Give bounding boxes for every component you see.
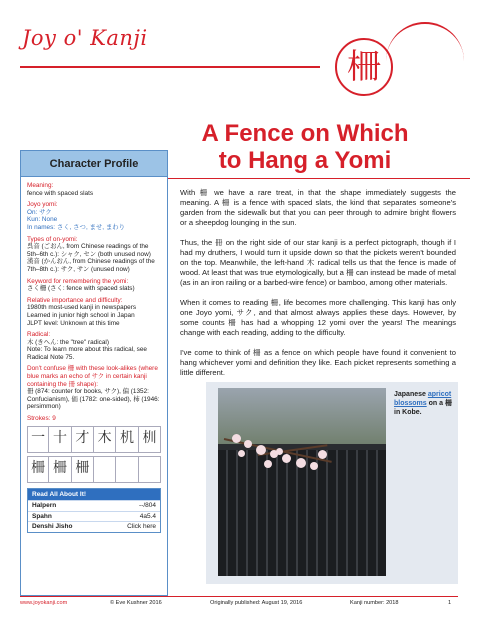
paragraph-2: Thus, the 冊 on the right side of our star kanji is a perfect pictograph, though if I had my druthers, I would turn it upside down so that the pickets weren't bounded on the top. Meanwhile, the left-hand 木 radical tells us that the fence is made of wood. At least that was true etymologically, but a 柵 can instead be made of metal (as in an iron railing or a barbed-wire fence) or bamboo, among other materials. <box>180 238 456 287</box>
reference-value: --/804 <box>139 502 156 510</box>
confuse-text: 冊 (874: counter for books, サク), 偏 (1352: Confucianism), 価 (1782: one-sided), 柿 (1946: persimmon) <box>27 388 160 411</box>
blossom <box>238 450 245 457</box>
joyo-heading: Joyo yomi: <box>27 201 58 209</box>
page-title <box>190 120 420 174</box>
reference-label: Spahn <box>32 512 52 520</box>
stroke-cell: 一 <box>27 426 49 453</box>
blossom <box>264 460 272 468</box>
title-line-1: A Fence on Which <box>201 120 409 147</box>
stroke-cell <box>94 456 116 483</box>
apricot-blossoms-link[interactable]: apricot blossoms <box>394 391 452 407</box>
reference-row <box>28 511 160 522</box>
importance-line-1: 1980th most-used kanji in newspapers <box>27 304 137 312</box>
title-rule <box>150 178 470 179</box>
radical-heading: Radical: <box>27 331 51 339</box>
radical-section <box>27 331 161 361</box>
title-line-2: to Hang a Yomi <box>218 147 392 174</box>
importance-heading: Relative importance and difficulty: <box>27 296 123 304</box>
brand-logo: Joy o' Kanji <box>22 26 148 50</box>
caption-post: on a 柵 in Kobe. <box>394 400 452 416</box>
fence-photo <box>218 388 386 576</box>
stroke-cell: 柵 <box>27 456 49 483</box>
footer-kanji-number: Kanji number: 2018 <box>350 600 399 606</box>
read-all-about-it-box <box>27 488 161 533</box>
meaning-heading: Meaning: <box>27 182 54 189</box>
stroke-cell <box>139 456 161 483</box>
stroke-cell: 杊 <box>139 426 161 453</box>
denshi-jisho-link[interactable]: Click here <box>127 523 156 531</box>
footer <box>20 598 458 610</box>
meaning-text: fence with spaced slats <box>27 189 94 197</box>
blossom <box>276 448 283 455</box>
stroke-cell: 十 <box>49 426 71 453</box>
sidebar-body <box>21 177 167 538</box>
paragraph-1: With 柵 we have a rare treat, in that the shape immediately suggests the meaning. A 柵 is a fence with spaced slats, the kind that separates someone's garden from the sidewalk but that you can peer through to admire bright flowers or a sheepdog lounging in the sun. <box>180 188 456 227</box>
keyword-heading: Keyword for remembering the yomi: <box>27 277 129 285</box>
strokes-heading: Strokes: 9 <box>27 415 56 423</box>
stroke-cell: 柵 <box>72 456 94 483</box>
go-on-text: 呉音 (ごおん, from Chinese readings of the 5th–6th c.): シャク, セン (both unused now) <box>27 243 151 258</box>
article-body <box>180 188 456 388</box>
confuse-heading: Don't confuse 柵 with these look-alikes (where blue marks an echo of サク in certain kanji containing the 冊 shape): <box>27 365 158 388</box>
kanji-badge <box>335 38 393 96</box>
meaning-section <box>27 182 161 197</box>
blossom <box>310 462 318 470</box>
names-yomi: In names: さく, さつ, ませ, まわり <box>27 223 126 231</box>
kun-yomi: Kun: None <box>27 216 58 224</box>
stroke-order-row-2 <box>27 456 161 483</box>
character-profile-sidebar <box>20 150 168 596</box>
blossom <box>282 454 291 463</box>
kan-on-text: 漢音 (かんおん, from Chinese readings of the 7th–8th c.): サク, サン (unused now) <box>27 258 155 273</box>
blossom <box>244 440 252 448</box>
footer-url[interactable]: www.joyokanji.com <box>20 600 68 606</box>
paragraph-3: When it comes to reading 柵, life becomes more challenging. This kanji has only one Joyo yomi, サク, and that almost always applies these days. However, by some counts 柵 has had a whopping 12 yomi over the years! The meanings change with each reading, adding to the difficulty. <box>180 298 456 337</box>
stroke-order-row-1 <box>27 426 161 453</box>
on-yomi: On: サク <box>27 208 52 216</box>
footer-published: Originally published: August 19, 2016 <box>210 600 303 606</box>
footer-copyright: © Eve Kushner 2016 <box>110 600 162 606</box>
header-rule <box>20 66 320 68</box>
types-heading: Types of on-yomi: <box>27 235 78 243</box>
stroke-cell: 柵 <box>49 456 71 483</box>
photo-caption <box>394 390 458 417</box>
joyo-section <box>27 201 161 231</box>
fence-slats <box>218 450 386 576</box>
kanji-badge-glyph: 柵 <box>347 47 381 87</box>
radical-note-link[interactable]: Note: To learn more about this radical, see Radical Note 75. <box>27 346 147 361</box>
keyword-text: さく柵 (さく: fence with spaced slats) <box>27 285 135 293</box>
reference-value: 4a5.4 <box>139 512 156 520</box>
stroke-cell: 机 <box>116 426 138 453</box>
types-section <box>27 236 161 274</box>
stroke-cell: 木 <box>94 426 116 453</box>
footer-page-number: 1 <box>448 600 452 606</box>
confuse-section <box>27 365 161 411</box>
keyword-section <box>27 278 161 293</box>
stroke-cell: 才 <box>72 426 94 453</box>
blossom <box>256 445 266 455</box>
caption-pre: Japanese <box>394 391 426 398</box>
reference-label: Halpern <box>32 502 57 510</box>
radical-text: 木 (きへん: the "tree" radical) <box>27 338 109 346</box>
strokes-section <box>27 415 161 483</box>
importance-line-2: Learned in junior high school in Japan <box>27 311 135 319</box>
importance-section <box>27 297 161 327</box>
decorative-swoosh <box>386 22 464 62</box>
paragraph-4: I've come to think of 柵 as a fence on which people have found it convenient to hang whichever yomi and definition they like. Each picket represents something a little different. <box>180 348 456 377</box>
blossom <box>318 450 327 459</box>
blossom <box>296 458 306 468</box>
footer-rule <box>20 596 458 597</box>
importance-line-3: JLPT level: Unknown at this time <box>27 319 120 327</box>
reference-row <box>28 521 160 532</box>
read-heading: Read All About It! <box>28 489 160 501</box>
stroke-cell <box>116 456 138 483</box>
sidebar-heading: Character Profile <box>21 151 167 177</box>
reference-label: Denshi Jisho <box>32 523 73 531</box>
blossom <box>232 434 241 443</box>
reference-row <box>28 500 160 511</box>
